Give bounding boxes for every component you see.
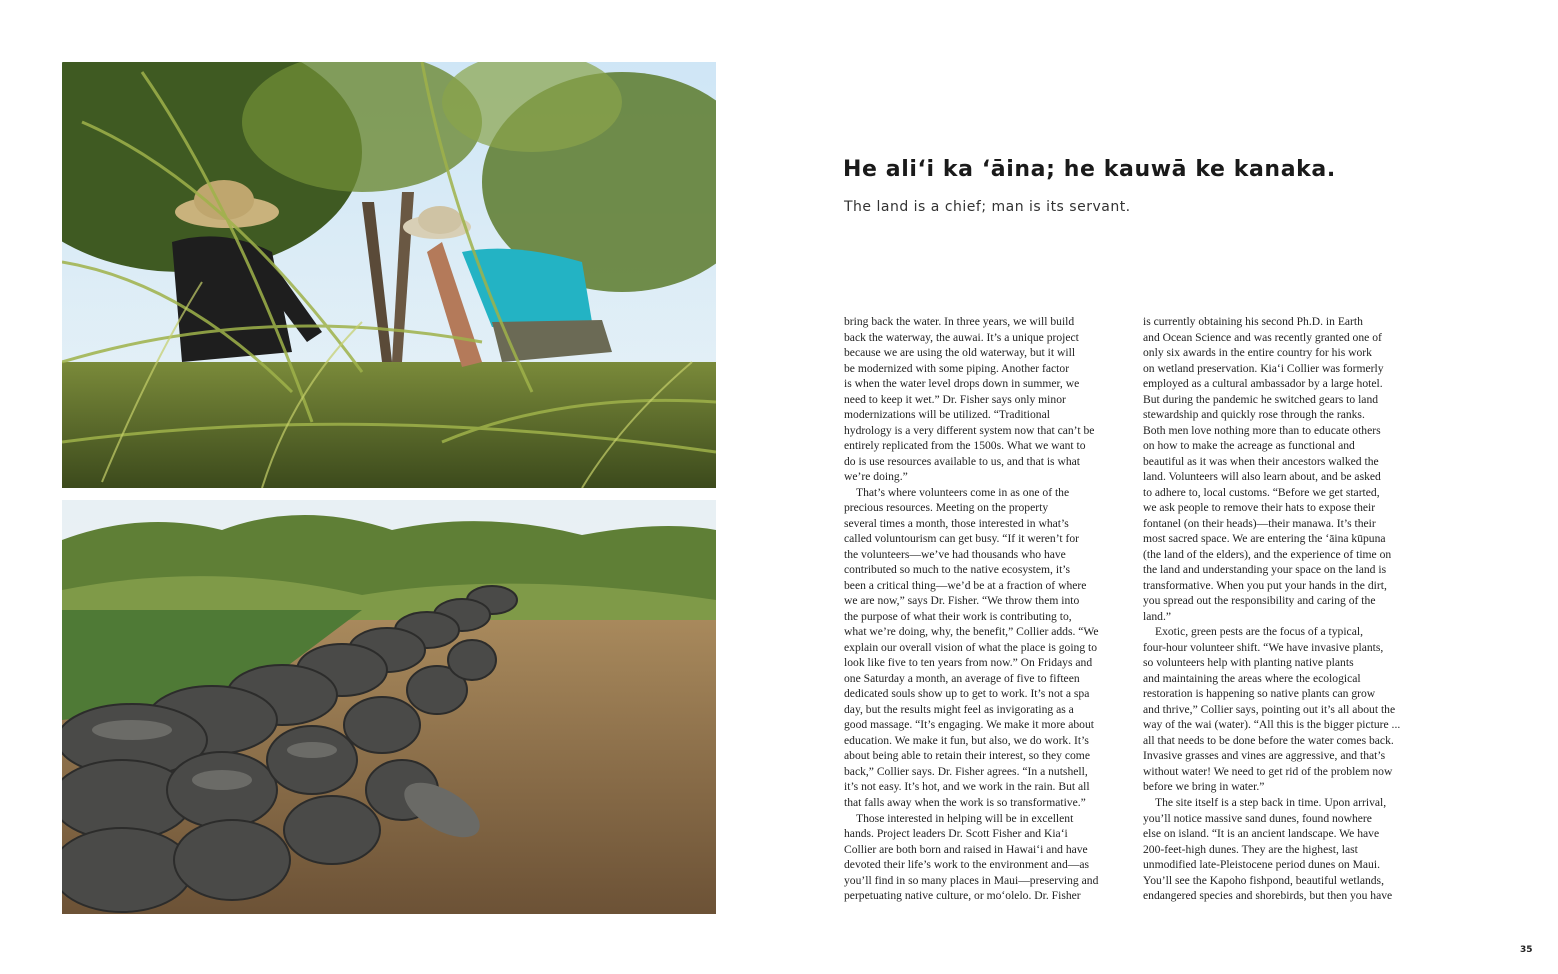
body-line: Those interested in helping will be in excellent [856, 811, 1074, 825]
body-line: on how to make the acreage as functional and [1143, 439, 1355, 453]
body-line: look like five to ten years from now.” On Fridays and [844, 656, 1093, 670]
body-line: modernizations will be utilized. “Traditional [844, 408, 1050, 422]
body-line: good massage. “It’s engaging. We make it more about [844, 718, 1094, 732]
body-line: and maintaining the areas where the ecological [1143, 671, 1361, 685]
body-line: day, but the results might feel as invigorating as a [844, 702, 1074, 716]
body-line: fontanel (on their heads)—their manawa. It’s their [1143, 516, 1376, 530]
body-line: explain our overall vision of what the place is going to [844, 640, 1098, 654]
body-line: employed as a cultural ambassador by a large hotel. [1143, 377, 1383, 391]
body-line: to adhere to, local customs. “Before we get started, [1143, 485, 1380, 499]
body-line: bring back the water. In three years, we will build [844, 315, 1075, 328]
body-line: endangered species and shorebirds, but then you have [1143, 889, 1393, 903]
body-line: you’ll notice massive sand dunes, found nowhere [1143, 811, 1372, 825]
body-line: (the land of the elders), and the experience of time on [1143, 547, 1392, 561]
body-line: only six awards in the entire country for his work [1143, 346, 1372, 360]
body-line: before we bring in water.” [1143, 780, 1265, 794]
body-line: been a critical thing—we’d be at a fraction of where [844, 578, 1087, 592]
body-line: that falls away when the work is so transformative.” [844, 795, 1086, 809]
body-line: devoted their life’s work to the environment and—as [844, 858, 1090, 872]
body-line: what we’re doing, why, the benefit,” Collier adds. “We [844, 625, 1099, 639]
body-line: we are now,” says Dr. Fisher. “We throw them into [844, 594, 1080, 608]
body-line: need to keep it wet.” Dr. Fisher says only minor [844, 392, 1066, 406]
body-line: we ask people to remove their hats to expose their [1143, 501, 1376, 515]
body-line: without water! We need to get rid of the problem now [1143, 764, 1393, 778]
body-column-left [844, 314, 1130, 904]
body-line: hydrology is a very different system now that can’t be [844, 423, 1095, 437]
body-line: about being able to retain their interest, so they come [844, 749, 1090, 763]
body-line: do is use resources available to us, and that is what [844, 454, 1081, 468]
body-line: hands. Project leaders Dr. Scott Fisher and Kia‘i [844, 827, 1068, 841]
body-line: Invasive grasses and vines are aggressive, and that’s [1143, 749, 1386, 763]
body-line: entirely replicated from the 1500s. What we want to [844, 439, 1086, 453]
body-line: be modernized with some piping. Another factor [844, 361, 1070, 375]
body-line: back the waterway, the auwai. It’s a unique project [844, 330, 1079, 344]
body-line: most sacred space. We are entering the ‘āina kūpuna [1143, 532, 1386, 546]
body-line: transformative. When you put your hands in the dirt, [1143, 578, 1387, 592]
body-line: land. Volunteers will also learn about, and be asked [1143, 470, 1381, 484]
body-line: you’ll find in so many places in Maui—preserving and [844, 873, 1099, 887]
photo-men-planting-illustration [62, 62, 716, 488]
body-line: else on island. “It is an ancient landscape. We have [1143, 827, 1380, 841]
photo-men-planting [62, 62, 716, 488]
body-line: contributed so much to the native ecosystem, it’s [844, 563, 1071, 577]
body-line: Both men love nothing more than to educate others [1143, 423, 1381, 437]
body-line: precious resources. Meeting on the property [844, 501, 1049, 515]
body-line: That’s where volunteers come in as one of the [856, 485, 1070, 499]
body-line: education. We make it fun, but also, we do work. It’s [844, 733, 1089, 747]
body-line: four-hour volunteer shift. “We have invasive plants, [1143, 640, 1384, 654]
body-column-right [1143, 314, 1429, 904]
body-line: Exotic, green pests are the focus of a typical, [1155, 625, 1363, 639]
photo-stone-wall-illustration [62, 500, 716, 914]
body-line: we’re doing.” [844, 470, 908, 484]
body-line: because we are using the old waterway, but it will [844, 346, 1076, 360]
body-line: and Ocean Science and was recently granted one of [1143, 330, 1382, 344]
body-line: you spread out the responsibility and caring of the [1143, 594, 1376, 608]
photo-stone-wall [62, 500, 716, 914]
body-line: land.” [1143, 609, 1172, 623]
body-line: is currently obtaining his second Ph.D. in Earth [1143, 315, 1363, 328]
body-line: The site itself is a step back in time. Upon arrival, [1155, 795, 1387, 809]
body-line: the volunteers—we’ve had thousands who have [844, 547, 1066, 561]
body-line: it’s not easy. It’s hot, and we work in the rain. But all [844, 780, 1090, 794]
body-line: But during the pandemic he switched gears to land [1143, 392, 1379, 406]
page-number: 35 [1520, 945, 1533, 955]
article-headline: He ali‘i ka ‘āina; he kauwā ke kanaka. [843, 157, 1336, 182]
body-line: unmodified late-Pleistocene period dunes on Maui. [1143, 858, 1380, 872]
body-line: all that needs to be done before the water comes back. [1143, 733, 1394, 747]
body-line: way of the wai (water). “All this is the bigger picture ... [1143, 718, 1401, 732]
body-line: is when the water level drops down in summer, we [844, 377, 1080, 391]
article-subhead: The land is a chief; man is its servant. [844, 199, 1131, 215]
body-line: restoration is happening so native plants can grow [1143, 687, 1376, 701]
body-line: dedicated souls show up to get to work. It’s not a spa [844, 687, 1090, 701]
body-line: several times a month, those interested in what’s [844, 516, 1069, 530]
body-line: 200-feet-high dunes. They are the highest, last [1143, 842, 1358, 856]
body-line: one Saturday a month, an average of five to fifteen [844, 671, 1080, 685]
body-line: back,” Collier says. Dr. Fisher agrees. “In a nutshell, [844, 764, 1088, 778]
body-line: Collier are both born and raised in Hawai‘i and have [844, 842, 1088, 856]
body-line: the purpose of what their work is contributing to, [844, 609, 1072, 623]
body-line: the land and understanding your space on the land is [1143, 563, 1387, 577]
body-line: perpetuating native culture, or mo‘olelo. Dr. Fisher [844, 889, 1081, 903]
body-line: You’ll see the Kapoho fishpond, beautiful wetlands, [1143, 873, 1384, 887]
body-line: beautiful as it was when their ancestors walked the [1143, 454, 1379, 468]
body-line: so volunteers help with planting native plants [1143, 656, 1354, 670]
body-line: stewardship and quickly rose through the ranks. [1143, 408, 1365, 422]
body-line: and thrive,” Collier says, pointing out it’s all about the [1143, 702, 1396, 716]
body-line: on wetland preservation. Kia‘i Collier was formerly [1143, 361, 1384, 375]
body-line: called voluntourism can get busy. “If it weren’t for [844, 532, 1080, 546]
